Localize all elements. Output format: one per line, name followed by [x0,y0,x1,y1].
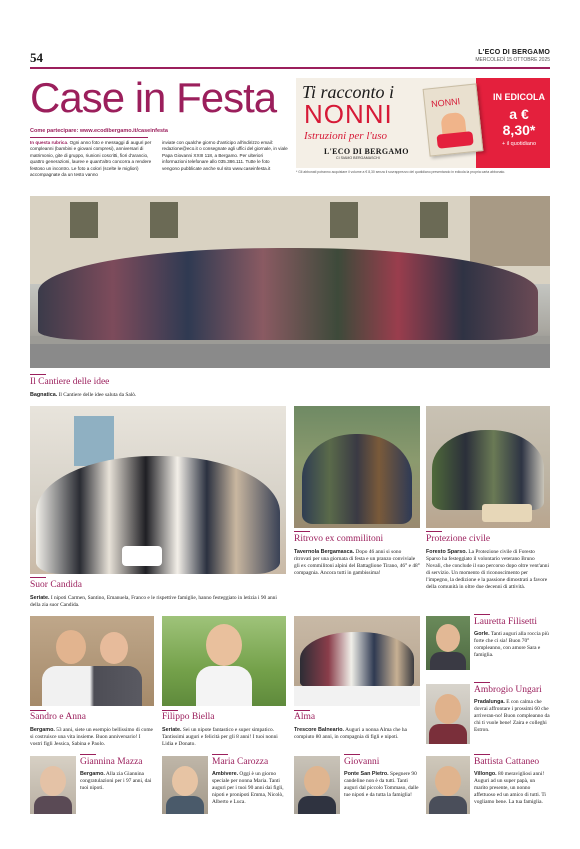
caption-tag [30,710,46,711]
maria-title: Maria Carozza [212,757,269,767]
giannina-place: Bergamo. [80,771,105,777]
caption-tag [294,531,310,532]
window-shutter [150,202,178,238]
torsos [42,666,142,706]
maria-text [212,771,286,806]
protezione-text [426,549,550,590]
filippo-title: Filippo Biella [162,712,215,722]
ritrovo-body: Dopo 46 anni si sono ritrovati per una giornata di festa e un pranzo conviviale gli ex commilitoni alpini del Battaglione Tirano, 46° e 48° compagnia. Ancora tutti in gambissima! [294,549,420,576]
book-cover-image [423,83,484,156]
page-number: 54 [30,50,43,65]
ritrovo-text [294,549,420,577]
section-title: Case in Festa [30,74,277,121]
intro-col-2: inviate con qualche giorno d'anticipo all'indirizzo email: redazione@eco.it o consegnate agli uffici del giornale, in viale Papa Giovanni XXIII 118, a Bergamo. Per ulteriori informazioni telefonare allo 035.386.111. Tutte le foto vengono pubblicate anche sul sito www.caseinfesta.it [162,140,288,171]
caption-tag [474,754,490,755]
sandro-body: 53 anni, siete un esempio bellissimo di come si costruisce una vita insieme. Buon anniversario! I vostri figli Jessica, Sabina e Paolo. [30,727,153,747]
protezione-place: Foresto Sparso. [426,549,468,555]
alma-body: Auguri a nonna Alma che ha compiuto 80 anni, in compagnia di figli e nipoti. [294,727,407,740]
ad-badge-price: a € 8,30* [502,106,536,138]
lauretta-body: Tanti auguri alla roccia più forte che ci sia! Buon 70° compleanno, con amore Sara e famiglia. [474,631,549,658]
ambrogio-body: E con calma che dovrai affrontare i prossimi 60 che arriveran-no! Buon compleanno da chi ti vuole bene! Zaira e colleghi Estron. [474,699,550,733]
face [100,632,128,664]
battista-place: Villongo. [474,771,497,777]
face [206,624,242,666]
torso [34,796,72,814]
caption-tag [426,531,442,532]
alma-photo [294,616,420,706]
ad-badge-top: IN EDICOLA [492,92,545,102]
cantiere-body: Il Cantiere delle idee saluta da Salò. [57,392,137,398]
torso [196,666,252,706]
ritrovo-photo [294,406,420,528]
suor-title: Suor Candida [30,580,82,590]
ambrogio-title: Ambrogio Ungari [474,685,542,695]
battista-title: Battista Cattaneo [474,757,540,767]
caption-tag [80,754,96,755]
ad-logo-sub: CI SIAMO BERGAMASCHI [336,156,380,160]
filippo-body: Sei un nipote fantastico e super simpatico. Tantissimi auguri e felicità per gli 8 anni! I tuoi nonni Lidia e Donato. [162,727,278,747]
ad-banner[interactable] [296,78,550,168]
face [56,630,86,664]
giovanni-place: Ponte San Pietro. [344,771,389,777]
ambrogio-place: Pradalunga. [474,699,505,705]
window-shutter [70,202,98,238]
newspaper-name: L'ECO DI BERGAMO [478,49,550,56]
suor-body: I nipoti Carmen, Santino, Emanuela, Franco e le rispettive famiglie, hanno festeggiato in letizia i 90 anni della zia suor Candida. [30,595,277,608]
sandro-place: Bergamo. [30,727,55,733]
lauretta-text [474,631,550,659]
cantiere-place: Bagnatica. [30,392,58,398]
window-shutter [420,202,448,238]
protezione-body: La Protezione civile di Foresto Sparso ha festeggiato il volontario veterano Bruno Novali, che conclude il suo percorso dopo oltre vent'anni di servizio. Un momento di riconoscimento per l'impegno, la dedizione e la passione dimostrati a favore della comunità in oltre due decenni di attività. [426,549,549,590]
protezione-title: Protezione civile [426,534,491,544]
alma-title: Alma [294,712,316,722]
crowd [38,248,538,340]
giovanni-text [344,771,420,799]
torso [166,796,204,814]
lauretta-photo [426,616,470,670]
ad-line-3: Istruzioni per l'uso [304,130,388,142]
giovanni-photo [294,756,340,814]
participate-rule [30,137,148,138]
ambrogio-photo [426,684,470,744]
caption-tag [30,577,46,578]
face [40,766,66,796]
cantiere-title: Il Cantiere delle idee [30,377,110,387]
ritrovo-place: Tavernola Bergamasca. [294,549,355,555]
ad-line-2: NONNI [304,99,393,129]
maria-place: Ambivere. [212,771,239,777]
face [435,766,461,796]
caption-tag [294,710,310,711]
face [304,766,330,796]
alma-text [294,727,420,741]
sandro-title: Sandro e Anna [30,712,86,722]
cantiere-group-photo [30,196,550,368]
ad-badge-sub: + il quotidiano [501,141,537,147]
torso [298,796,336,814]
protezione-photo [426,406,550,528]
sandro-anna-photo [30,616,154,706]
intro-col-1 [30,140,156,178]
volunteers-group [432,430,544,510]
filippo-text [162,727,286,748]
face [172,766,198,796]
masthead [475,49,550,63]
window [74,416,114,466]
ad-line-1: Ti racconto i [302,82,395,102]
top-rule [30,67,550,69]
giovanni-title: Giovanni [344,757,380,767]
suor-candida-photo [30,406,286,574]
caption-tag [474,682,490,683]
suor-text [30,595,286,609]
cake [122,546,162,566]
participate-link[interactable]: Come partecipare: www.ecodibergamo.it/caseinfesta [30,128,168,134]
ad-fine-print: * Gli abbonati potranno acquistare il volume a € 8,30 senza il sovrapprezzo del quotidiano presentando in edicola la propria carta abbonato. [296,170,506,174]
cantiere-text [30,392,290,399]
sandro-text [30,727,154,748]
maria-photo [162,756,208,814]
torso [429,796,467,814]
battista-photo [426,756,470,814]
giannina-title: Giannina Mazza [80,757,143,767]
alpini-group [302,434,412,524]
street [30,344,550,368]
giannina-photo [30,756,76,814]
book-title: NONNI [430,96,461,110]
caption-tag [474,614,490,615]
ad-price-badge [491,92,547,147]
torso [430,652,466,670]
giannina-body: Alla zia Giannina congratulazioni per i 97 anni, dai tuoi nipoti. [80,771,152,791]
intro-col-1-text: . Ogni anno foto e messaggi di auguri per compleanni (bambini e giovani compresi), anniversari di matrimonio, gite di gruppo, riunioni coscritti, fiori d'arancio, quattro generazioni, lauree e quant'altro concorra a rendere festoso un incontro. Le foto a colori (scelte le migliori) accompagnate da un testo vanno [30,140,152,178]
ambrogio-text [474,699,550,734]
caption-tag [162,710,178,711]
lauretta-title: Lauretta Filisetti [474,617,538,627]
ritrovo-title: Ritrovo ex commilitoni [294,534,384,544]
intro-lead: In questa rubrica [30,140,68,145]
alma-place: Trescore Balneario. [294,727,345,733]
issue-date: MERCOLEDÌ 15 OTTOBRE 2025 [475,57,550,63]
caption-tag [30,374,46,375]
face [435,694,461,724]
book-figure-base [436,131,473,149]
window-shutter [330,202,358,238]
giannina-text [80,771,154,792]
building-side [470,196,550,266]
battista-text [474,771,550,806]
torso [429,724,467,744]
filippo-photo [162,616,286,706]
battista-body: 80 meravigliosi anni! Auguri ad un super papà, un marito presente, un nonno affettuoso ed un amico di tutti. Ti vogliamo bene. La tua famiglia. [474,771,546,805]
caption-tag [344,754,360,755]
face [436,624,460,652]
maria-body: Oggi è un giorno speciale per nonna Maria. Tanti auguri per i tuoi 90 anni dai figli, nipoti e pronipoti Emma, Nicolò, Alberto e Luca. [212,771,284,805]
table [294,686,420,706]
cake [482,504,532,522]
caption-tag [212,754,228,755]
suor-place: Seriate. [30,595,50,601]
lauretta-place: Gorle. [474,631,490,637]
family-group [300,632,414,688]
filippo-place: Seriate. [162,727,182,733]
ad-logo: L'ECO DI BERGAMO [324,147,409,156]
giovanni-body: Spegnere 90 candeline non è da tutti. Tanti auguri dal piccolo Tommaso, dalle tue nipoti e da tutta la famiglia! [344,771,419,798]
